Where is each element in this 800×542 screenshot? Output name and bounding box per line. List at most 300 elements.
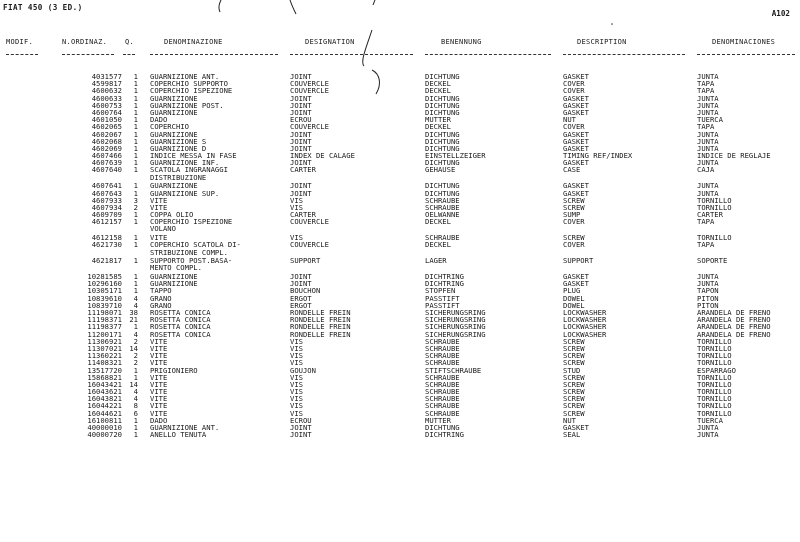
name-italian: ROSETTA CONICA	[150, 315, 211, 325]
name-german: DICHTRING	[425, 430, 464, 440]
name-italian: GUARNIZIONE S	[150, 136, 207, 146]
part-number: 4607639	[91, 158, 122, 168]
part-number: 4621730	[91, 240, 122, 250]
name-spanish: TAPON	[697, 286, 719, 296]
part-number: 10839610	[87, 293, 122, 303]
name-french: VIS	[290, 336, 303, 346]
name-italian: VITE	[150, 195, 168, 205]
quantity: 2	[133, 351, 138, 361]
name-english: SCREW	[563, 408, 585, 418]
name-french: VIS	[290, 351, 303, 361]
name-french: ERGOT	[290, 300, 312, 310]
part-number: 11198371	[87, 315, 122, 325]
part-number: 4607641	[91, 181, 122, 191]
name-german: SCHRAUBE	[425, 401, 460, 411]
name-italian: GUARNIZIONE	[150, 272, 198, 282]
name-german: GEHAUSE	[425, 165, 456, 175]
name-english: DOWEL	[563, 300, 585, 310]
name-italian: GUARNIZIONE SUP.	[150, 188, 220, 198]
quantity: 1	[133, 279, 138, 289]
name-french: VIS	[290, 343, 303, 353]
part-number: 4612158	[91, 233, 122, 243]
name-english: LOCKWASHER	[563, 308, 607, 317]
quantity: 1	[133, 86, 138, 96]
quantity: 1	[133, 129, 138, 139]
name-spanish: TORNILLO	[697, 394, 732, 404]
name-italian: VITE	[150, 387, 168, 397]
name-english: GASKET	[563, 93, 589, 103]
name-italian: COPERCHIO ISPEZIONE	[150, 86, 233, 96]
name-spanish: TORNILLO	[697, 343, 732, 353]
quantity: 14	[129, 343, 138, 353]
name-german: DECKEL	[425, 240, 451, 250]
name-english: DOWEL	[563, 293, 585, 303]
quantity: 6	[133, 408, 138, 418]
page-number: A102	[771, 9, 790, 18]
name-german: DECKEL	[425, 86, 451, 96]
name-italian: INDICE MESSA IN FASE	[150, 151, 237, 161]
name-english: SCREW	[563, 233, 585, 243]
part-number: 4607640	[91, 165, 122, 175]
name-english: TIMING REF/INDEX	[563, 151, 633, 161]
name-french: ECROU	[290, 415, 312, 425]
part-number: 11360221	[87, 351, 122, 361]
name-french: COUVERCLE	[290, 79, 329, 89]
name-italian: GUARNIZIONE	[150, 129, 198, 139]
part-number: 40000010	[87, 423, 122, 432]
name-french: SUPPORT	[290, 256, 321, 266]
quantity: 2	[133, 202, 138, 212]
quantity: 1	[133, 115, 138, 125]
name-spanish: TORNILLO	[697, 195, 732, 205]
name-spanish: JUNTA	[697, 279, 719, 289]
name-italian: SUPPORTO POST.BASA-	[150, 256, 233, 266]
name-english: LOCKWASHER	[563, 315, 607, 325]
name-french: VIS	[290, 358, 303, 368]
part-number: 11307021	[87, 343, 122, 353]
name-italian: MENTO COMPL.	[150, 263, 202, 273]
part-number: 4607934	[91, 202, 122, 212]
name-italian: GUARNIZIONE	[150, 181, 198, 191]
name-english: GASKET	[563, 158, 589, 168]
name-english: GASKET	[563, 279, 589, 289]
name-italian: VITE	[150, 343, 168, 353]
name-spanish: TORNILLO	[697, 408, 732, 418]
table-row	[0, 241, 800, 248]
name-french: JOINT	[290, 430, 312, 440]
quantity: 1	[133, 372, 138, 382]
part-number: 10839710	[87, 300, 122, 310]
name-english: LOCKWASHER	[563, 329, 607, 339]
header-rule	[123, 54, 135, 55]
part-number: 4607643	[91, 188, 122, 198]
name-german: MUTTER	[425, 415, 451, 425]
name-spanish: TUERCA	[697, 115, 723, 125]
name-french: JOINT	[290, 107, 312, 117]
name-english: SCREW	[563, 401, 585, 411]
name-french: VIS	[290, 387, 303, 397]
name-spanish: TORNILLO	[697, 202, 732, 212]
name-spanish: JUNTA	[697, 100, 719, 110]
name-german: DECKEL	[425, 217, 451, 227]
name-german: SCHRAUBE	[425, 202, 460, 212]
name-spanish: SOPORTE	[697, 256, 728, 266]
name-english: SUMP	[563, 210, 581, 220]
part-number: 15868821	[87, 372, 122, 382]
name-italian: COPPA OLIO	[150, 210, 194, 220]
quantity: 1	[133, 365, 138, 375]
name-french: CARTER	[290, 210, 316, 220]
name-german: DICHTUNG	[425, 158, 460, 168]
part-number: 4607933	[91, 195, 122, 205]
quantity: 1	[133, 143, 138, 153]
column-header-designation: DESIGNATION	[305, 38, 355, 46]
name-french: VIS	[290, 202, 303, 212]
part-number: 11306921	[87, 336, 122, 346]
part-number: 4031577	[91, 72, 122, 81]
header-rule	[425, 54, 551, 55]
name-french: JOINT	[290, 93, 312, 103]
name-spanish: ARANDELA DE FRENO	[697, 329, 771, 339]
quantity: 1	[133, 93, 138, 103]
name-italian: DADO	[150, 115, 168, 125]
part-number: 13517720	[87, 365, 122, 375]
name-italian: VITE	[150, 202, 168, 212]
table-row	[0, 166, 800, 173]
name-french: JOINT	[290, 181, 312, 191]
name-spanish: CAJA	[697, 165, 715, 175]
name-italian: COPERCHIO ISPEZIONE	[150, 217, 233, 227]
header-rule	[697, 54, 795, 55]
name-english: GASKET	[563, 143, 589, 153]
quantity: 1	[133, 181, 138, 191]
part-number: 16043421	[87, 379, 122, 389]
column-header-description: DESCRIPTION	[577, 38, 627, 46]
name-german: DICHTRING	[425, 279, 464, 289]
name-english: SCREW	[563, 387, 585, 397]
name-spanish: JUNTA	[697, 188, 719, 198]
name-italian: GRANO	[150, 293, 172, 303]
name-french: JOINT	[290, 72, 312, 81]
name-german: DICHTUNG	[425, 181, 460, 191]
name-english: SCREW	[563, 343, 585, 353]
name-spanish: TAPA	[697, 86, 715, 96]
quantity: 1	[133, 423, 138, 432]
name-spanish: TORNILLO	[697, 351, 732, 361]
name-english: GASKET	[563, 181, 589, 191]
name-english: SCREW	[563, 379, 585, 389]
name-spanish: JUNTA	[697, 143, 719, 153]
quantity: 1	[133, 415, 138, 425]
name-spanish: TAPA	[697, 79, 715, 89]
name-english: LOCKWASHER	[563, 322, 607, 332]
name-german: SCHRAUBE	[425, 195, 460, 205]
name-english: SCREW	[563, 358, 585, 368]
name-german: SCHRAUBE	[425, 387, 460, 397]
name-german: PASSTIFT	[425, 300, 460, 310]
name-english: COVER	[563, 240, 585, 250]
part-number: 11198071	[87, 308, 122, 317]
name-french: GOUJON	[290, 365, 316, 375]
name-english: SEAL	[563, 430, 581, 440]
name-german: SCHRAUBE	[425, 379, 460, 389]
name-italian: VITE	[150, 394, 168, 404]
name-german: EINSTELLZEIGER	[425, 151, 486, 161]
name-french: RONDELLE FREIN	[290, 308, 351, 317]
name-german: DICHTUNG	[425, 107, 460, 117]
name-english: NUT	[563, 415, 576, 425]
name-spanish: ARANDELA DE FRENO	[697, 308, 771, 317]
name-spanish: JUNTA	[697, 93, 719, 103]
name-german: OELWANNE	[425, 210, 460, 220]
parts-table	[0, 73, 800, 438]
name-spanish: TORNILLO	[697, 336, 732, 346]
name-italian: PRIGIONIERO	[150, 365, 198, 375]
quantity: 1	[133, 210, 138, 220]
name-german: PASSTIFT	[425, 293, 460, 303]
name-french: COUVERCLE	[290, 240, 329, 250]
part-number: 10296160	[87, 279, 122, 289]
part-number: 4600632	[91, 86, 122, 96]
quantity: 2	[133, 336, 138, 346]
column-header-denominazione: DENOMINAZIONE	[164, 38, 223, 46]
quantity: 1	[133, 165, 138, 175]
name-german: DICHTUNG	[425, 93, 460, 103]
name-italian: VITE	[150, 336, 168, 346]
quantity: 14	[129, 379, 138, 389]
quantity: 1	[133, 272, 138, 282]
table-row	[0, 218, 800, 225]
name-english: SCREW	[563, 394, 585, 404]
name-english: SCREW	[563, 372, 585, 382]
quantity: 1	[133, 100, 138, 110]
part-number: 10305171	[87, 286, 122, 296]
name-spanish: ESPARRAGO	[697, 365, 736, 375]
name-german: DICHTUNG	[425, 100, 460, 110]
name-french: COUVERCLE	[290, 122, 329, 132]
name-german: SCHRAUBE	[425, 394, 460, 404]
name-german: SCHRAUBE	[425, 351, 460, 361]
part-number: 11408321	[87, 358, 122, 368]
name-spanish: ARANDELA DE FRENO	[697, 322, 771, 332]
name-italian: VITE	[150, 351, 168, 361]
name-italian: DADO	[150, 415, 168, 425]
part-number: 4601050	[91, 115, 122, 125]
name-french: BOUCHON	[290, 286, 321, 296]
name-spanish: INDICE DE REGLAJE	[697, 151, 771, 161]
name-french: JOINT	[290, 188, 312, 198]
column-header-q: Q.	[125, 38, 135, 46]
name-french: JOINT	[290, 100, 312, 110]
name-english: SUPPORT	[563, 256, 594, 266]
name-german: DECKEL	[425, 122, 451, 132]
quantity: 1	[133, 158, 138, 168]
name-german: SCHRAUBE	[425, 233, 460, 243]
name-french: JOINT	[290, 423, 312, 432]
name-french: JOINT	[290, 143, 312, 153]
name-spanish: TORNILLO	[697, 401, 732, 411]
name-german: SICHERUNGSRING	[425, 308, 486, 317]
part-number: 4602067	[91, 129, 122, 139]
name-english: PLUG	[563, 286, 581, 296]
name-german: DICHTRING	[425, 272, 464, 282]
column-header-modif: MODIF.	[6, 38, 34, 46]
name-spanish: TORNILLO	[697, 358, 732, 368]
quantity: 1	[133, 72, 138, 81]
name-italian: TAPPO	[150, 286, 172, 296]
part-number: 4612157	[91, 217, 122, 227]
name-french: JOINT	[290, 136, 312, 146]
quantity: 4	[133, 300, 138, 310]
name-french: ERGOT	[290, 293, 312, 303]
name-spanish: JUNTA	[697, 272, 719, 282]
name-english: GASKET	[563, 188, 589, 198]
name-french: VIS	[290, 195, 303, 205]
quantity: 1	[133, 256, 138, 266]
name-english: GASKET	[563, 136, 589, 146]
name-english: COVER	[563, 86, 585, 96]
name-spanish: PITON	[697, 293, 719, 303]
name-english: NUT	[563, 115, 576, 125]
name-english: GASKET	[563, 107, 589, 117]
name-italian: GUARNIZIONE	[150, 93, 198, 103]
name-german: LAGER	[425, 256, 447, 266]
name-italian: VITE	[150, 379, 168, 389]
name-italian: VITE	[150, 372, 168, 382]
name-spanish: PITON	[697, 300, 719, 310]
name-german: SCHRAUBE	[425, 408, 460, 418]
quantity: 1	[133, 79, 138, 89]
part-number: 4599817	[91, 79, 122, 89]
quantity: 2	[133, 358, 138, 368]
column-header-benennung: BENENNUNG	[441, 38, 482, 46]
quantity: 1	[133, 286, 138, 296]
quantity: 1	[133, 217, 138, 227]
name-italian: VITE	[150, 401, 168, 411]
name-italian: VOLANO	[150, 224, 176, 234]
name-german: DICHTUNG	[425, 136, 460, 146]
name-italian: ANELLO TENUTA	[150, 430, 207, 440]
name-italian: ROSETTA CONICA	[150, 308, 211, 317]
part-number: 10281585	[87, 272, 122, 282]
name-spanish: TAPA	[697, 240, 715, 250]
part-number: 11198377	[87, 322, 122, 332]
quantity: 21	[129, 315, 138, 325]
name-italian: VITE	[150, 233, 168, 243]
name-french: ECROU	[290, 115, 312, 125]
quantity: 4	[133, 394, 138, 404]
part-number: 4607466	[91, 151, 122, 161]
name-french: CARTER	[290, 165, 316, 175]
name-spanish: JUNTA	[697, 136, 719, 146]
name-italian: GRANO	[150, 300, 172, 310]
name-english: CASE	[563, 165, 581, 175]
name-english: STUD	[563, 365, 581, 375]
name-spanish: JUNTA	[697, 72, 719, 81]
name-english: GASKET	[563, 272, 589, 282]
name-german: DICHTUNG	[425, 188, 460, 198]
name-spanish: TORNILLO	[697, 372, 732, 382]
name-german: SCHRAUBE	[425, 372, 460, 382]
name-spanish: TAPA	[697, 217, 715, 227]
name-french: JOINT	[290, 279, 312, 289]
part-number: 4600633	[91, 93, 122, 103]
header-rule	[6, 54, 38, 55]
name-english: SCREW	[563, 336, 585, 346]
name-spanish: JUNTA	[697, 181, 719, 191]
name-german: SICHERUNGSRING	[425, 322, 486, 332]
header-rule	[150, 54, 278, 55]
name-french: COUVERCLE	[290, 86, 329, 96]
name-french: JOINT	[290, 272, 312, 282]
header-rule	[62, 54, 114, 55]
name-german: SCHRAUBE	[425, 343, 460, 353]
quantity: 8	[133, 401, 138, 411]
name-english: SCREW	[563, 202, 585, 212]
name-english: GASKET	[563, 100, 589, 110]
name-italian: DISTRIBUZIONE	[150, 172, 207, 182]
name-german: MUTTER	[425, 115, 451, 125]
part-number: 4621817	[91, 256, 122, 266]
name-spanish: ARANDELA DE FRENO	[697, 315, 771, 325]
page-header-title: FIAT 450 (3 ED.)	[3, 3, 83, 12]
part-number: 16100811	[87, 415, 122, 425]
quantity: 3	[133, 195, 138, 205]
name-italian: GUARNIZIONE	[150, 279, 198, 289]
part-number: 16044221	[87, 401, 122, 411]
quantity: 38	[129, 308, 138, 317]
name-english: COVER	[563, 217, 585, 227]
name-french: JOINT	[290, 158, 312, 168]
name-english: GASKET	[563, 423, 589, 432]
part-number: 4600753	[91, 100, 122, 110]
name-spanish: CARTER	[697, 210, 723, 220]
name-german: STOPFEN	[425, 286, 456, 296]
name-french: VIS	[290, 233, 303, 243]
quantity: 1	[133, 122, 138, 132]
column-header-denominaciones: DENOMINACIONES	[712, 38, 776, 46]
name-italian: STRIBUZIONE COMPL.	[150, 247, 228, 257]
quantity: 1	[133, 151, 138, 161]
header-rule	[563, 54, 685, 55]
part-number: 4600764	[91, 107, 122, 117]
name-german: DICHTUNG	[425, 423, 460, 432]
name-french: VIS	[290, 401, 303, 411]
quantity: 1	[133, 322, 138, 332]
part-number: 4602069	[91, 143, 122, 153]
name-spanish: JUNTA	[697, 158, 719, 168]
name-spanish: TORNILLO	[697, 233, 732, 243]
name-italian: COPERCHIO SUPPORTO	[150, 79, 228, 89]
name-german: SCHRAUBE	[425, 336, 460, 346]
name-italian: ROSETTA CONICA	[150, 329, 211, 339]
name-german: STIFTSCHRAUBE	[425, 365, 482, 375]
name-german: SICHERUNGSRING	[425, 329, 486, 339]
name-french: JOINT	[290, 129, 312, 139]
name-german: DICHTUNG	[425, 72, 460, 81]
name-italian: GUARNIZIONE ANT.	[150, 72, 220, 81]
name-french: INDEX DE CALAGE	[290, 151, 355, 161]
quantity: 1	[133, 107, 138, 117]
name-english: GASKET	[563, 129, 589, 139]
name-spanish: TAPA	[697, 122, 715, 132]
name-italian: GUARNIZIONE POST.	[150, 100, 224, 110]
table-row	[0, 257, 800, 264]
part-number: 16043821	[87, 394, 122, 404]
name-italian: GUARNIZIONE	[150, 107, 198, 117]
name-french: VIS	[290, 372, 303, 382]
column-header-n-ordinaz: N.ORDINAZ.	[62, 38, 108, 46]
